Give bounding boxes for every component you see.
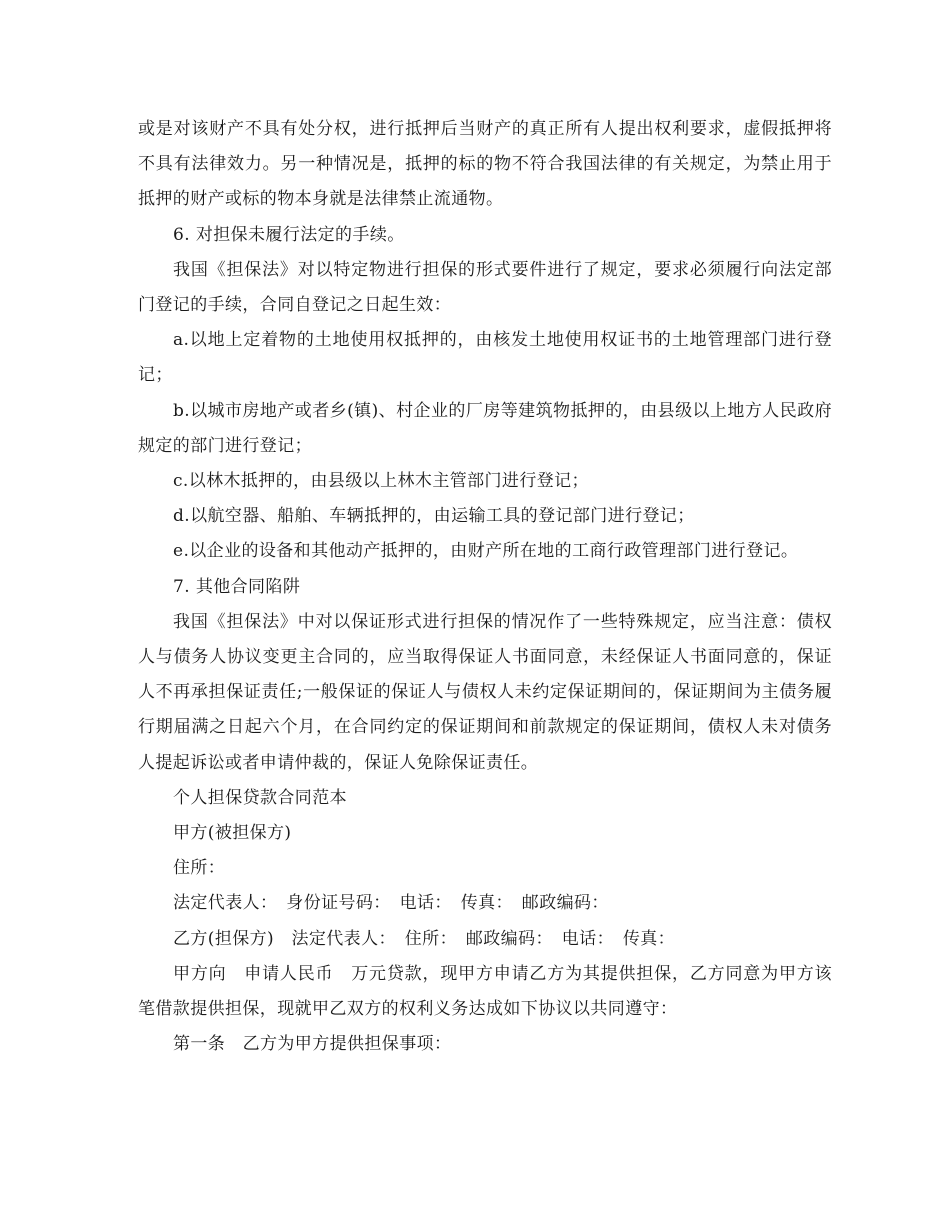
paragraph-guarantee-rules: 我国《担保法》中对以保证形式进行担保的情况作了一些特殊规定，应当注意：债权人与债务人协议变更主合同的，应当取得保证人书面同意，未经保证人书面同意的，保证人不再承担保证责任;一般保证的保证人与债权人未约定保证期间的，保证期间为主债务履行期届满之日起六个月，在合同约定的保证期间和前款规定的保证期间，债权人未对债务人提起诉讼或者申请仲裁的，保证人免除保证责任。 — [138, 611, 832, 773]
party-a-details: 法定代表人： 身份证号码： 电话： 传真： 邮政编码： — [173, 893, 609, 914]
heading-item-6: 6. 对担保未履行法定的手续。 — [173, 224, 405, 245]
party-a-address: 住所： — [173, 858, 226, 879]
paragraph-mortgage-invalid: 或是对该财产不具有处分权，进行抵押后当财产的真正所有人提出权利要求，虚假抵押将不具有法律效力。另一种情况是，抵押的标的物不符合我国法律的有关规定，为禁止用于抵押的财产或标的物本身就是法律禁止流通物。 — [138, 119, 832, 210]
paragraph-registration-rule: 我国《担保法》对以特定物进行担保的形式要件进行了规定，要求必须履行向法定部门登记的手续，合同自登记之日起生效： — [138, 259, 832, 316]
article-one-heading: 第一条 乙方为甲方提供担保事项： — [173, 1034, 452, 1055]
party-b-details: 乙方(担保方) 法定代表人： 住所： 邮政编码： 电话： 传真： — [173, 928, 676, 949]
document-page — [138, 112, 832, 1062]
list-item-a: a.以地上定着物的土地使用权抵押的，由核发土地使用权证书的土地管理部门进行登记； — [138, 330, 832, 386]
list-item-b: b.以城市房地产或者乡(镇)、村企业的厂房等建筑物抵押的，由县级以上地方人民政府规定的部门进行登记； — [138, 400, 832, 456]
list-item-e: e.以企业的设备和其他动产抵押的，由财产所在地的工商行政管理部门进行登记。 — [173, 541, 799, 562]
list-item-d: d.以航空器、船舶、车辆抵押的，由运输工具的登记部门进行登记； — [173, 506, 695, 527]
list-item-c: c.以林木抵押的，由县级以上林木主管部门进行登记； — [173, 471, 589, 492]
contract-title: 个人担保贷款合同范本 — [173, 787, 347, 808]
heading-item-7: 7. 其他合同陷阱 — [173, 576, 301, 597]
paragraph-agreement-intro: 甲方向 申请人民币 万元贷款，现甲方申请乙方为其提供担保，乙方同意为甲方该笔借款提供担保，现就甲乙双方的权利义务达成如下协议以共同遵守： — [138, 963, 832, 1020]
party-a-label: 甲方(被担保方) — [173, 823, 292, 844]
